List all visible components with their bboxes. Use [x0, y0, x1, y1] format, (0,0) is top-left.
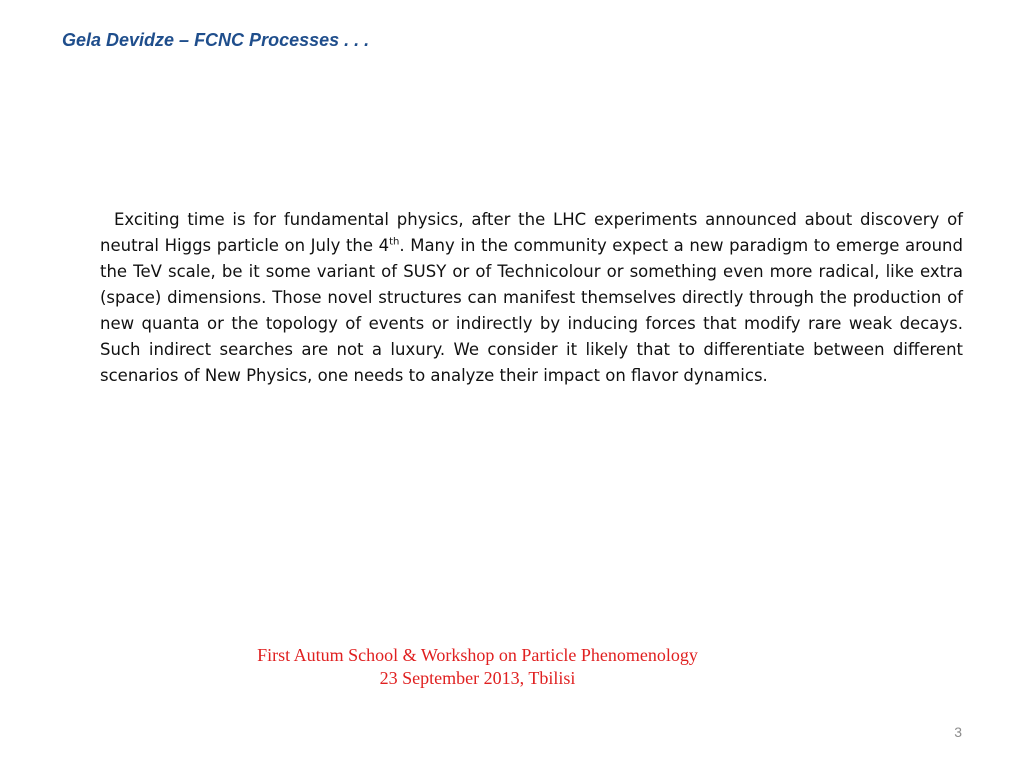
body-paragraph-part2: . Many in the community expect a new paradigm to emerge around the TeV scale, be it some variant of SUSY or of Technicolour or something even more radical, like extra (space) dimensions. Those novel structures can manifest themselves directly through the production of new quanta or the topology of events or indirectly by inducing forces that modify rare weak decays. Such indirect searches are not a luxury. We consider it likely that to differentiate between different scenarios of New Physics, one needs to analyze their impact on flavor dynamics.	[100, 236, 963, 385]
body-text-block	[100, 207, 963, 389]
body-paragraph-part1: Exciting time is for fundamental physics, after the LHC experiments announced about discovery of neutral Higgs particle on July the 4	[100, 210, 963, 255]
page-number: 3	[954, 724, 962, 740]
footer-event-info	[0, 644, 955, 690]
footer-event-name: First Autum School & Workshop on Particle Phenomenology	[257, 645, 698, 665]
superscript-th: th	[389, 236, 400, 248]
footer-event-date-location: 23 September 2013, Tbilisi	[379, 668, 576, 688]
body-paragraph	[100, 207, 963, 389]
slide-header-title: Gela Devidze – FCNC Processes . . .	[62, 30, 370, 50]
